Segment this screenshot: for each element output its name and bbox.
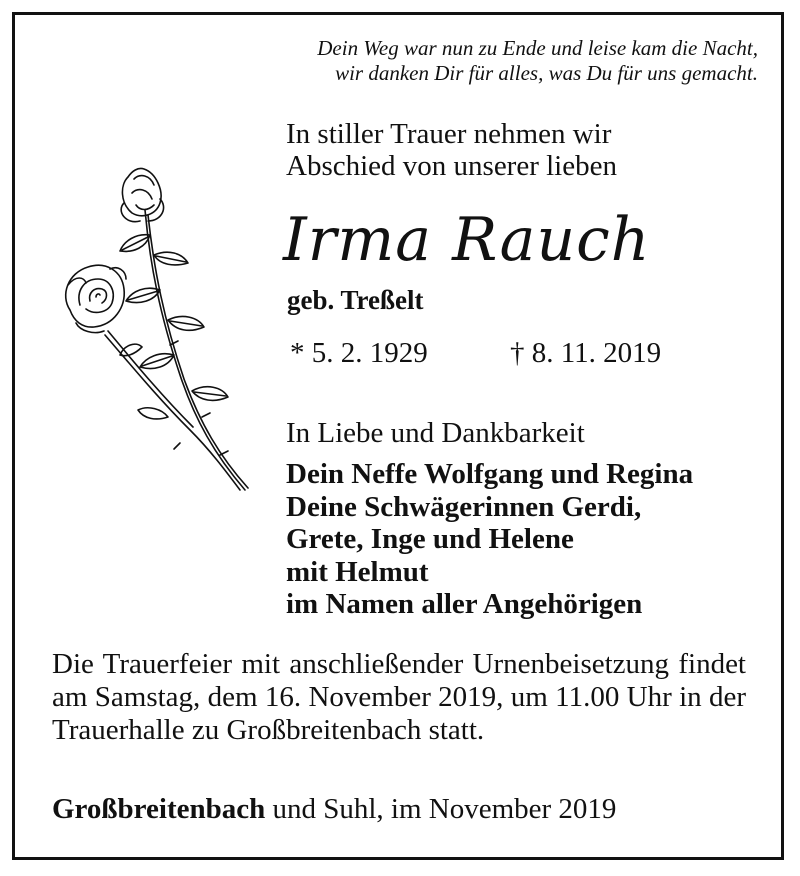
place-bold: Großbreitenbach xyxy=(52,793,266,825)
deceased-name: Irma Rauch xyxy=(283,205,651,275)
mourner-line: Deine Schwägerinnen Gerdi, xyxy=(286,490,642,523)
funeral-info: Die Trauerfeier mit anschließender Urnenbeisetzung findet am Samstag, dem 16. November 2019, um 11.00 Uhr in der Trauerhalle zu Großbreitenbach statt. xyxy=(52,648,746,746)
mourner-line: Dein Neffe Wolfgang und Regina xyxy=(286,458,694,490)
maiden-name: geb. Treßelt xyxy=(287,285,424,315)
mourner-line: im Namen aller Angehörigen xyxy=(286,588,643,620)
mourner-line: Grete, Inge und Helene xyxy=(286,523,574,555)
motto xyxy=(0,36,758,86)
mourner-line: mit Helmut xyxy=(286,555,429,588)
mourners-list xyxy=(286,458,693,621)
motto-line-1: Dein Weg war nun zu Ende und leise kam die Nacht, xyxy=(317,36,758,60)
motto-line-2: wir danken Dir für alles, was Du für uns gemacht. xyxy=(335,61,758,85)
death-date: † 8. 11. 2019 xyxy=(510,337,662,369)
intro-line-1: In stiller Trauer nehmen wir xyxy=(286,118,612,150)
place-rest: und Suhl, im November 2019 xyxy=(265,793,617,825)
birth-date: * 5. 2. 1929 xyxy=(290,337,428,369)
intro-text xyxy=(286,118,617,182)
thanks-line: In Liebe und Dankbarkeit xyxy=(286,417,585,449)
place-date-line xyxy=(52,793,616,826)
intro-line-2: Abschied von unserer lieben xyxy=(286,150,617,182)
rose-icon xyxy=(50,155,260,505)
